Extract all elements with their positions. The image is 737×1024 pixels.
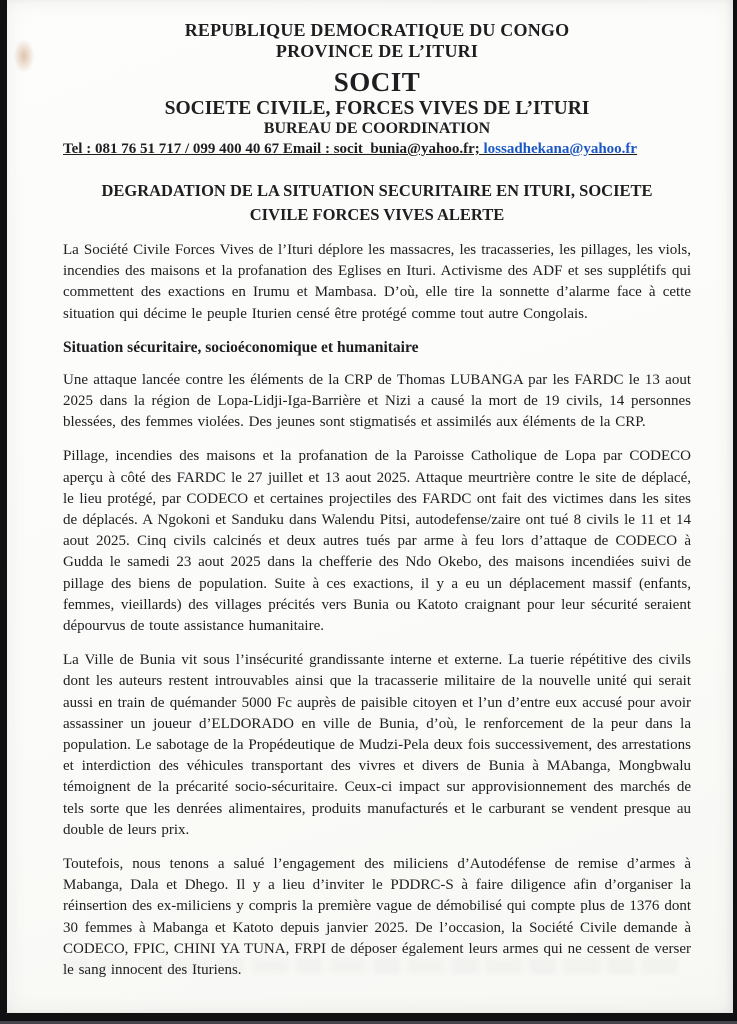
- org-acronym: SOCIT: [333, 67, 421, 97]
- contact-phone-email-text: Tel : 081 76 51 717 / 099 400 40 67 Email : socit_bunia@yahoo.fr;: [63, 141, 484, 157]
- bureau-name: BUREAU DE COORDINATION: [263, 120, 491, 137]
- paragraph-intro: La Société Civile Forces Vives de l’Ituri déplore les massacres, les tracasseries, les pillages, les viols, incendies des maisons et la profanation des Eglises en Ituri. Activisme des ADF et ses supplétifs qui commettent des exactions en Irumu et Mambasa. D’où, elle tire la sonnette d’alarme face à cette situation qui décime le peuple Iturien censé être protégé comme tout autre Congolais.: [63, 242, 691, 322]
- document-page: [7, 0, 733, 1013]
- document-content: [63, 20, 691, 981]
- org-name: SOCIETE CIVILE, FORCES VIVES DE L’ITURI: [164, 98, 590, 119]
- paragraph-bunia-insecurity: La Ville de Bunia vit sous l’insécurité grandissante interne et externe. La tuerie répétitive des civils dont les auteurs restent introuvables ainsi que la tracasserie militaire de la nouvelle unité qui serait aussi en train de quémander 5000 Fc auprès de paisible citoyen et l’un d’entre eux accusé pour avoir assassiner un joueur d’ELDORADO en ville de Bunia, d’où, le renforcement de la peur dans la population. Le sabotage de la Propédeutique de Mudzi-Pela deux fois successivement, des arrestations et interdiction des véhicules transportant des vivres et divers de Bunia à MAbanga, Mongbwalu témoignent de la précarité socio-sécuritaire. Ceux-ci impact sur approvisionnement des marchés de tels sorte que les denrées alimentaires, produits manufacturés et le carburant se vendent presque au double de leurs prix.: [63, 652, 691, 838]
- section-heading: Situation sécuritaire, socioéconomique et humanitaire: [63, 338, 419, 356]
- paragraph-codeco-exactions: Pillage, incendies des maisons et la profanation de la Paroisse Catholique de Lopa par CODECO aperçu à côté des FARDC le 27 juillet et 13 aout 2025. Attaque meurtrière contre le site de déplacé, le lieu protégé, par CODECO et certaines projectiles des FARDC ont fait des victimes dans les sites de déplacés. A Ngokoni et Sanduku dans Walendu Pitsi, autodefense/zaire ont tué 8 civils le 11 et 14 aout 2025. Cinq civils calcinés et deux autres tués par arme à feu lors d’attaque de CODECO à Gudda le samedi 23 aout 2025 dans la chefferie des Ndo Okebo, des maisons incendiées suivi de pillage des biens de population. Suite à ces exactions, il y a eu un déplacement massif (enfants, femmes, vieillards) des villages précités vers Bunia ou Katoto craignant pour leur sécurité seraient dépourvus de toute assistance humanitaire.: [63, 448, 691, 635]
- header-province: PROVINCE DE L’ITURI: [275, 41, 479, 61]
- contact-email-link: lossadhekana@yahoo.fr: [483, 141, 638, 157]
- header-country: REPUBLIQUE DEMOCRATIQUE DU CONGO: [184, 20, 570, 40]
- paragraph-crp-attack: Une attaque lancée contre les éléments de la CRP de Thomas LUBANGA par les FARDC le 13 aout 2025 dans la région de Lopa-Lidji-Iga-Barrière et Nizi a causé la mort de 19 civils, 14 personnes blessées, des femmes violées. Des jeunes sont stigmatisés et assimilés aux éléments de la CRP.: [63, 371, 691, 431]
- contact-line: [63, 141, 691, 158]
- paper-blemish: [9, 32, 39, 80]
- paragraph-disarmament: Toutefois, nous tenons a salué l’engagement des miliciens d’Autodéfense de remise d’armes à Mabanga, Dala et Dhego. Il y a lieu d’inviter le PDDRC-S à faire diligence afin d’organiser la réinsertion des ex-miliciens y compris la première vague de démobilisé qui compte plus de 1376 dont 30 femmes à Mabanga et Katoto depuis janvier 2025. De l’occasion, la Société Civile demande à CODECO, FPIC, CHINI YA TUNA, FRPI de déposer également leurs armes qui ne cessent de verser le sang innocent des Ituriens.: [63, 856, 691, 979]
- doc-title: DEGRADATION DE LA SITUATION SECURITAIRE EN ITURI, SOCIETE CIVILE FORCES VIVES ALERTE: [101, 181, 653, 224]
